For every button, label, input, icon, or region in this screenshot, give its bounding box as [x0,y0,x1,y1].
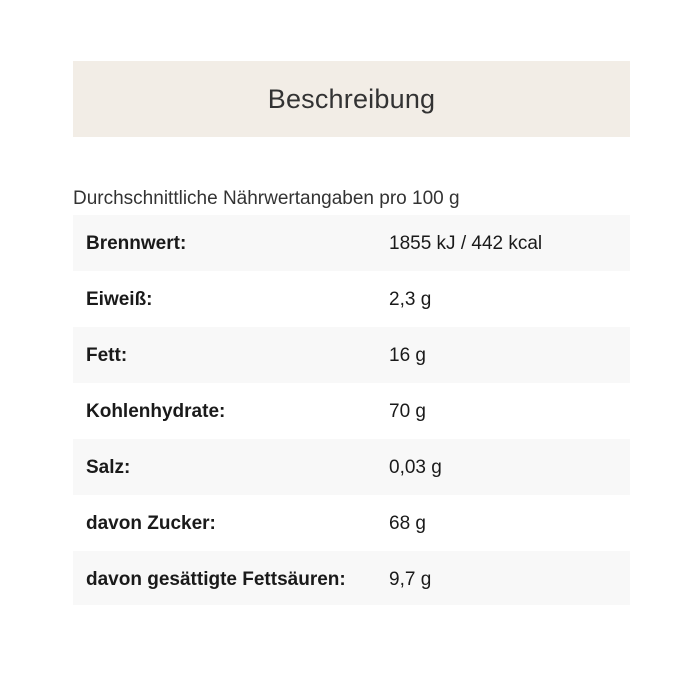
nutrient-value: 16 g [376,327,630,383]
section-title: Beschreibung [267,83,436,114]
table-row [73,383,630,439]
table-row [73,439,630,495]
table-row [73,271,630,327]
nutrient-label: davon gesättigte Fettsäuren: [73,551,376,605]
nutrient-label: Salz: [73,439,376,495]
nutrient-label: Fett: [73,327,376,383]
nutrient-label: Brennwert: [73,215,376,271]
nutrient-label: davon Zucker: [73,495,376,551]
table-row [73,551,630,605]
nutrient-label: Kohlenhydrate: [73,383,376,439]
table-row [73,327,630,383]
nutrient-value: 70 g [376,383,630,439]
nutrient-value: 1855 kJ / 442 kcal [376,215,630,271]
nutrition-table [73,215,630,605]
nutrient-value: 9,7 g [376,551,630,605]
nutrient-value: 0,03 g [376,439,630,495]
description-header [73,61,630,137]
nutrition-caption: Durchschnittliche Nährwertangaben pro 100 g [73,188,460,209]
nutrient-value: 2,3 g [376,271,630,327]
table-row [73,215,630,271]
nutrient-value: 68 g [376,495,630,551]
nutrient-label: Eiweiß: [73,271,376,327]
table-row [73,495,630,551]
